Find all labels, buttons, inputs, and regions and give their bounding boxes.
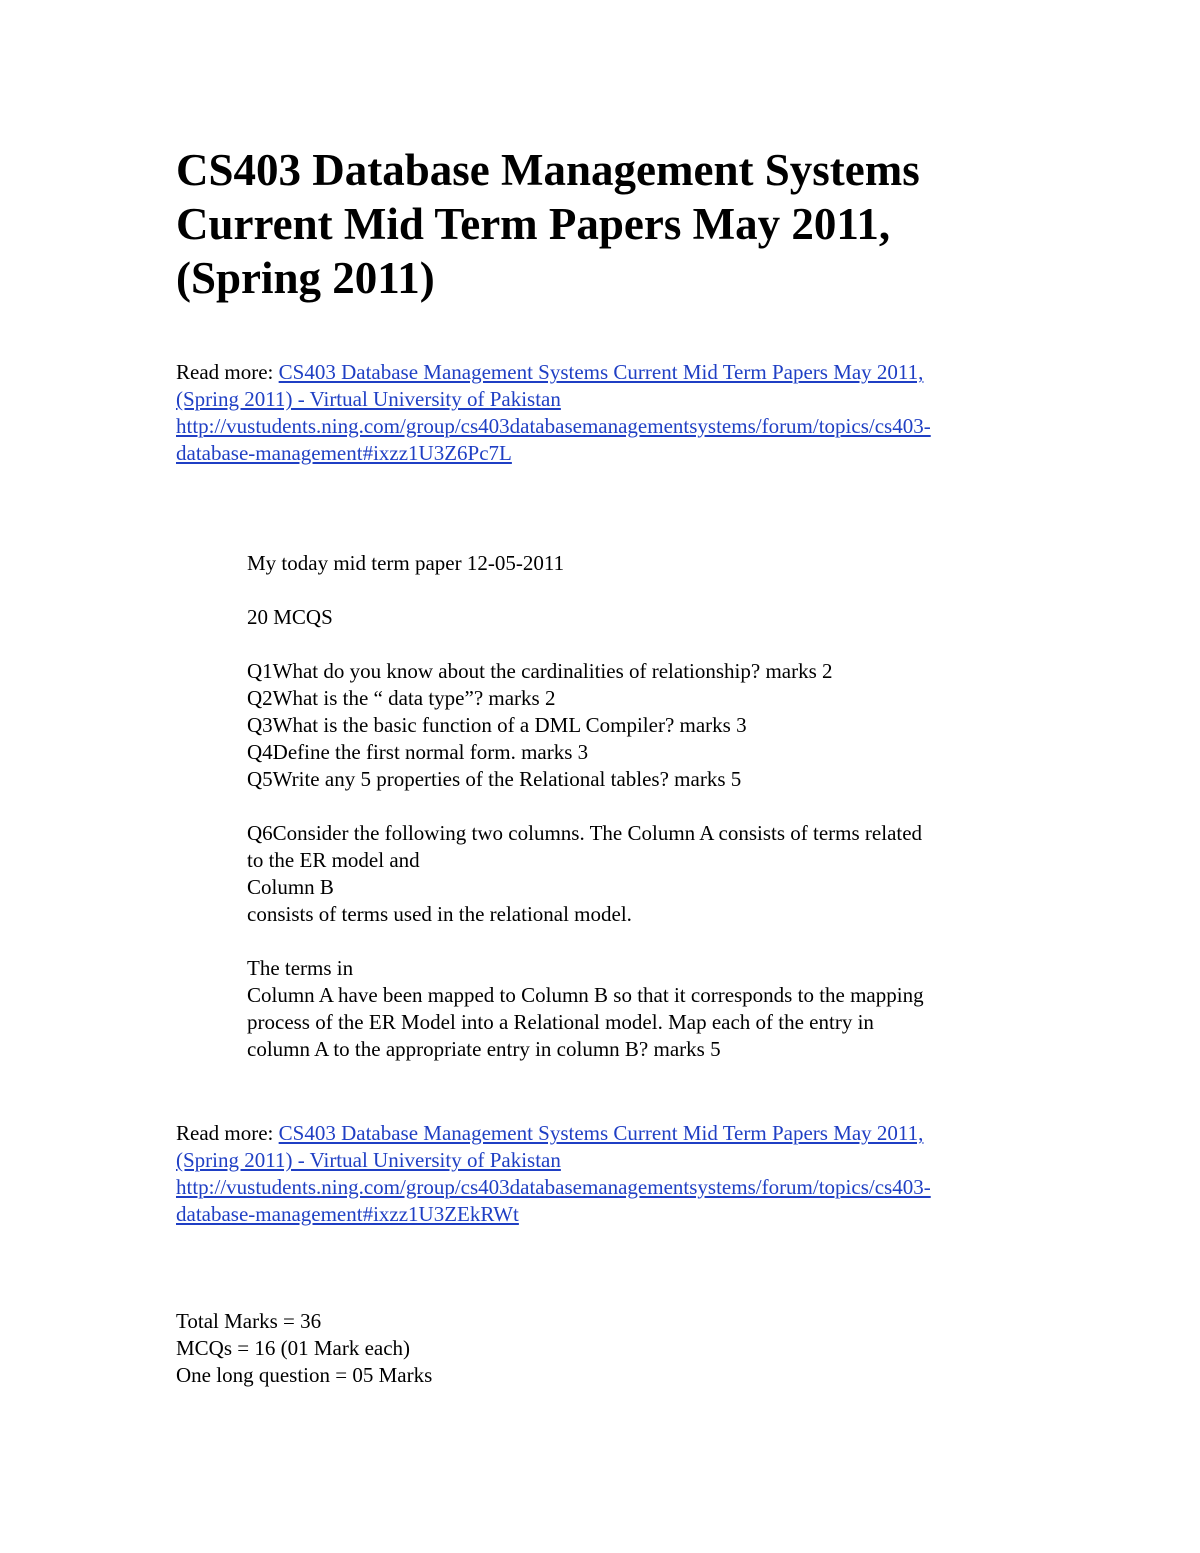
read-more-url[interactable]: http://vustudents.ning.com/group/cs403databasemanagementsystems/forum/topics/cs403- bbox=[176, 1175, 931, 1199]
question-list bbox=[247, 658, 833, 793]
read-more-url-cont[interactable]: database-management#ixzz1U3Z6Pc7L bbox=[176, 441, 512, 465]
question-6-block bbox=[247, 820, 922, 928]
paper-intro: My today mid term paper 12-05-2011 bbox=[247, 551, 565, 575]
total-marks: Total Marks = 36 bbox=[176, 1309, 322, 1333]
title-line-2: Current Mid Term Papers May 2011, bbox=[176, 199, 891, 249]
read-more-url[interactable]: http://vustudents.ning.com/group/cs403databasemanagementsystems/forum/topics/cs403- bbox=[176, 414, 931, 438]
read-more-link-title[interactable]: CS403 Database Management Systems Current Mid Term Papers May 2011, bbox=[278, 1121, 924, 1145]
question-6-cont-line: column A to the appropriate entry in column B? marks 5 bbox=[247, 1037, 721, 1061]
read-more-url-cont[interactable]: database-management#ixzz1U3ZEkRWt bbox=[176, 1202, 519, 1226]
read-more-link-title-cont[interactable]: (Spring 2011) - Virtual University of Pakistan bbox=[176, 387, 561, 411]
read-more-link-title-cont[interactable]: (Spring 2011) - Virtual University of Pakistan bbox=[176, 1148, 561, 1172]
read-more-block-1 bbox=[176, 359, 931, 467]
title-line-3: (Spring 2011) bbox=[176, 253, 435, 303]
question-item: Q4Define the first normal form. marks 3 bbox=[247, 740, 589, 764]
question-6-line: Q6Consider the following two columns. The Column A consists of terms related bbox=[247, 821, 923, 845]
question-item: Q2What is the “ data type”? marks 2 bbox=[247, 686, 556, 710]
mcqs-marks: MCQs = 16 (01 Mark each) bbox=[176, 1336, 411, 1360]
question-6-line: Column B bbox=[247, 875, 334, 899]
read-more-block-2 bbox=[176, 1120, 931, 1228]
question-6-continued bbox=[247, 955, 924, 1063]
question-6-line: consists of terms used in the relational model. bbox=[247, 902, 632, 926]
question-item: Q1What do you know about the cardinalities of relationship? marks 2 bbox=[247, 659, 833, 683]
mcqs-count: 20 MCQS bbox=[247, 605, 333, 629]
title-line-1: CS403 Database Management Systems bbox=[176, 145, 920, 195]
mcqs-block bbox=[247, 604, 333, 631]
read-more-link-title[interactable]: CS403 Database Management Systems Current Mid Term Papers May 2011, bbox=[278, 360, 924, 384]
question-item: Q3What is the basic function of a DML Compiler? marks 3 bbox=[247, 713, 747, 737]
question-item: Q5Write any 5 properties of the Relational tables? marks 5 bbox=[247, 767, 742, 791]
question-6-cont-line: The terms in bbox=[247, 956, 354, 980]
question-6-cont-line: Column A have been mapped to Column B so that it corresponds to the mapping bbox=[247, 983, 924, 1007]
paper-intro-block bbox=[247, 550, 564, 577]
question-6-cont-line: process of the ER Model into a Relational model. Map each of the entry in bbox=[247, 1010, 874, 1034]
marks-summary bbox=[176, 1308, 432, 1389]
document-title bbox=[176, 143, 1076, 305]
read-more-label: Read more: bbox=[176, 360, 279, 384]
question-6-line: to the ER model and bbox=[247, 848, 420, 872]
long-question-marks: One long question = 05 Marks bbox=[176, 1363, 433, 1387]
read-more-label: Read more: bbox=[176, 1121, 279, 1145]
